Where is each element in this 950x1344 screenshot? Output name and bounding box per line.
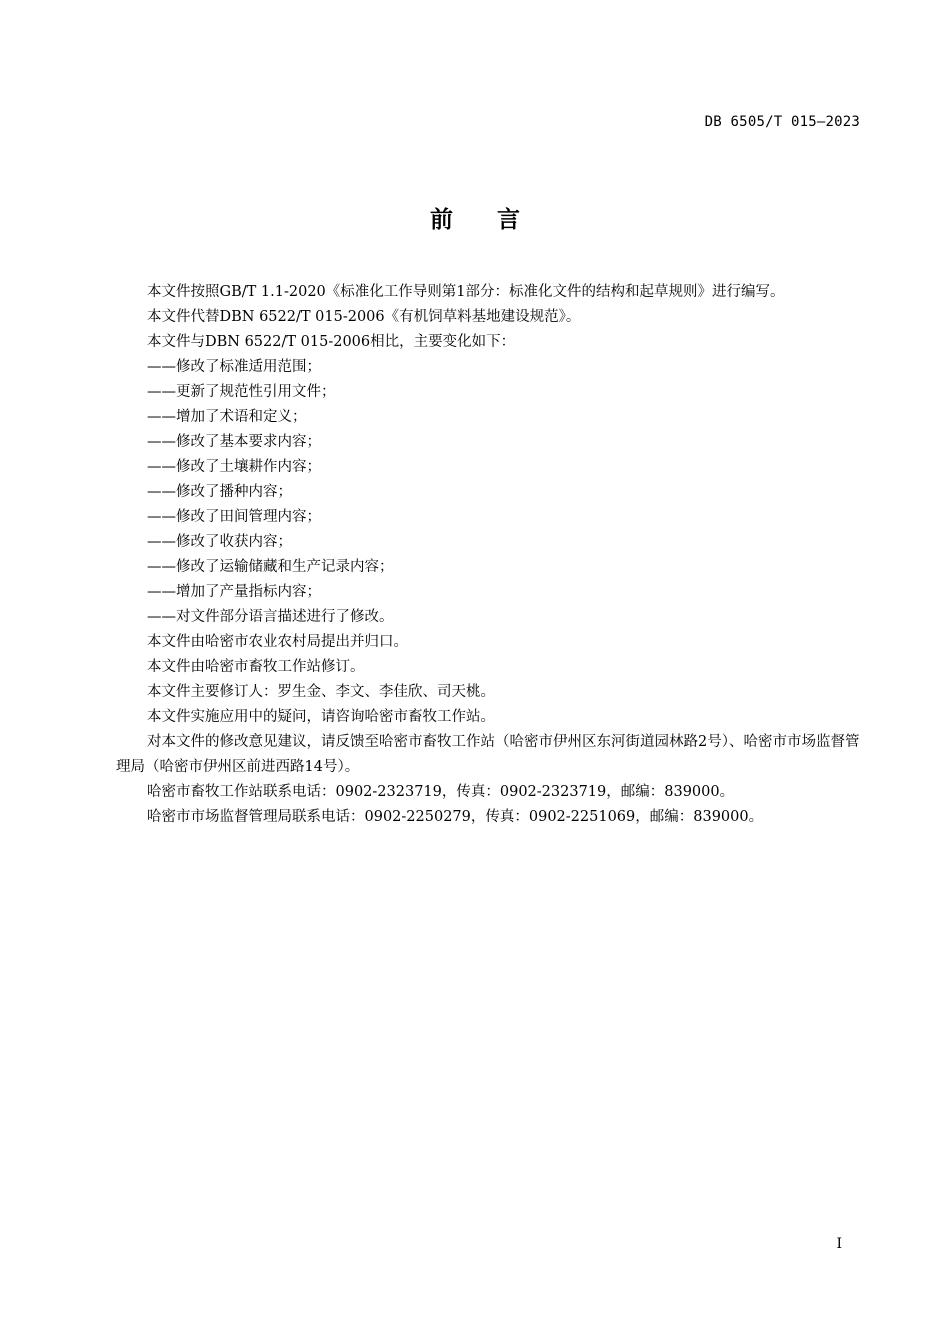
closing-paragraph: 本文件主要修订人：罗生金、李文、李佳欣、司天桃。 (147, 684, 495, 700)
page-title: 前言 (430, 207, 564, 233)
change-item: ——修改了土壤耕作内容； (147, 459, 321, 475)
feedback-paragraph: 对本文件的修改意见建议，请反馈至哈密市畜牧工作站（哈密市伊州区东河街道园林路2号）、哈密市市场监督管理局（哈密市伊州区前进西路14号）。 (116, 734, 860, 775)
closing-paragraph: 本文件由哈密市畜牧工作站修订。 (147, 659, 365, 675)
intro-paragraph: 本文件按照GB/T 1.1-2020《标准化工作导则第1部分：标准化文件的结构和起草规则》进行编写。 (147, 284, 785, 300)
change-item: ——修改了收获内容； (147, 534, 292, 550)
change-item: ——更新了规范性引用文件； (147, 384, 336, 400)
change-item: ——增加了术语和定义； (147, 409, 307, 425)
page-number: I (836, 1236, 842, 1252)
change-item: ——修改了基本要求内容； (147, 434, 321, 450)
closing-paragraph: 本文件实施应用中的疑问，请咨询哈密市畜牧工作站。 (147, 709, 495, 725)
intro-paragraph: 本文件与DBN 6522/T 015-2006相比，主要变化如下： (147, 334, 516, 350)
contact-paragraph: 哈密市畜牧工作站联系电话：0902-2323719，传真：0902-2323719，邮编：839000。 (147, 784, 735, 800)
change-item: ——对文件部分语言描述进行了修改。 (147, 609, 394, 625)
closing-paragraph: 本文件由哈密市农业农村局提出并归口。 (147, 634, 408, 650)
change-item: ——修改了田间管理内容； (147, 509, 321, 525)
change-item: ——修改了播种内容； (147, 484, 292, 500)
document-code: DB 6505/T 015—2023 (704, 114, 860, 130)
foreword-body (116, 280, 861, 830)
change-item: ——增加了产量指标内容； (147, 584, 321, 600)
change-item: ——修改了标准适用范围； (147, 359, 321, 375)
contact-paragraph: 哈密市市场监督管理局联系电话：0902-2250279，传真：0902-2251069，邮编：839000。 (147, 809, 764, 825)
change-item: ——修改了运输储藏和生产记录内容； (147, 559, 394, 575)
intro-paragraph: 本文件代替DBN 6522/T 015-2006《有机饲草料基地建设规范》。 (147, 309, 581, 325)
